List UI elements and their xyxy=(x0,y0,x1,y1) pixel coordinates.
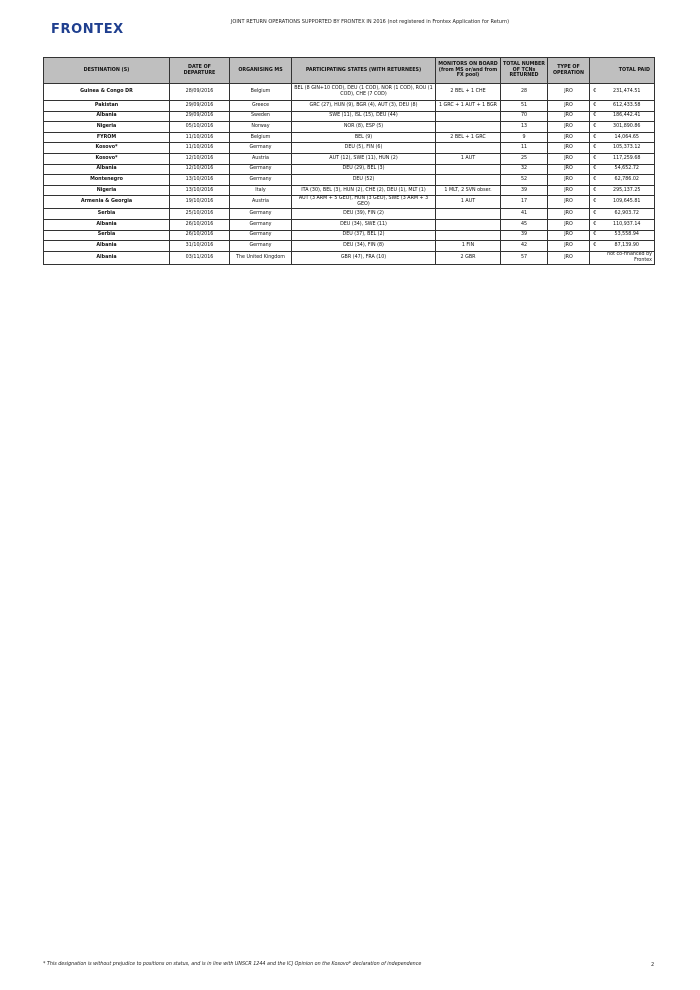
cell-operation-type: JRO xyxy=(548,209,590,220)
cell-participating-states: NOR (8), ESP (5) xyxy=(292,122,436,133)
cell-date: 05/10/2016 xyxy=(170,122,230,133)
cell-date: 28/09/2016 xyxy=(170,84,230,101)
header-date: DATE OF DEPARTURE xyxy=(170,58,230,84)
cell-destination: Albania xyxy=(44,219,170,230)
cell-tcns-returned: 28 xyxy=(501,84,548,101)
cell-destination: FYROM xyxy=(44,132,170,143)
cell-organising-ms: Germany xyxy=(230,219,292,230)
cell-operation-type: JRO xyxy=(548,219,590,230)
cell-participating-states: DEU (34), SWE (11) xyxy=(292,219,436,230)
cell-monitors: 2 GBR xyxy=(436,251,501,264)
cell-monitors: 1 FIN xyxy=(436,241,501,252)
cell-tcns-returned: 11 xyxy=(501,143,548,154)
cell-organising-ms: Norway xyxy=(230,122,292,133)
table-row xyxy=(44,175,655,186)
header-monitors: MONITORS ON BOARD (from MS or/and from FX pool) xyxy=(436,58,501,84)
cell-tcns-returned: 45 xyxy=(501,219,548,230)
cell-date: 13/10/2016 xyxy=(170,185,230,196)
cell-destination: Nigeria xyxy=(44,122,170,133)
cell-tcns-returned: 25 xyxy=(501,153,548,164)
header-organising: ORGANISING MS xyxy=(230,58,292,84)
cell-monitors xyxy=(436,209,501,220)
table-row xyxy=(44,185,655,196)
table-body xyxy=(44,84,655,265)
cell-operation-type: JRO xyxy=(548,153,590,164)
table-row xyxy=(44,251,655,264)
cell-participating-states: DEU (37), BEL (2) xyxy=(292,230,436,241)
cell-tcns-returned: 9 xyxy=(501,132,548,143)
cell-currency: € xyxy=(590,209,600,220)
header-type: TYPE OF OPERATION xyxy=(548,58,590,84)
cell-total-paid: 53,558.94 xyxy=(600,230,655,241)
cell-total-paid: 105,373.12 xyxy=(600,143,655,154)
cell-monitors: 2 BEL + 1 GRC xyxy=(436,132,501,143)
cell-total-paid: 62,903.72 xyxy=(600,209,655,220)
cell-tcns-returned: 41 xyxy=(501,209,548,220)
cell-date: 12/10/2016 xyxy=(170,164,230,175)
cell-currency: € xyxy=(590,196,600,209)
cell-participating-states: GRC (27), HUN (9), BGR (4), AUT (3), DEU (8) xyxy=(292,101,436,112)
cell-currency: € xyxy=(590,185,600,196)
cell-participating-states: DEU (39), FIN (2) xyxy=(292,209,436,220)
footnote: * This designation is without prejudice to positions on status, and is in line with UNSCR 1244 and the ICJ Opinion on the Kosovo* declaration of independence xyxy=(43,962,422,967)
cell-participating-states: BEL (9) xyxy=(292,132,436,143)
header-tcns: TOTAL NUMBER OF TCNs RETURNED xyxy=(501,58,548,84)
table-row xyxy=(44,101,655,112)
cell-date: 25/10/2016 xyxy=(170,209,230,220)
cell-tcns-returned: 52 xyxy=(501,175,548,186)
cell-total-paid: 186,442.41 xyxy=(600,111,655,122)
cell-organising-ms: Sweden xyxy=(230,111,292,122)
cell-monitors xyxy=(436,111,501,122)
cell-date: 29/09/2016 xyxy=(170,101,230,112)
table-row xyxy=(44,84,655,101)
cell-currency: € xyxy=(590,219,600,230)
cell-organising-ms: Italy xyxy=(230,185,292,196)
cell-currency: € xyxy=(590,230,600,241)
cell-organising-ms: Germany xyxy=(230,241,292,252)
cell-participating-states: DEU (34), FIN (8) xyxy=(292,241,436,252)
cell-monitors xyxy=(436,175,501,186)
table-row xyxy=(44,143,655,154)
cell-operation-type: JRO xyxy=(548,101,590,112)
cell-date: 13/10/2016 xyxy=(170,175,230,186)
cell-organising-ms: Germany xyxy=(230,143,292,154)
cell-total-paid: not co-financed by Frontex xyxy=(590,251,655,264)
cell-destination: Kosovo* xyxy=(44,153,170,164)
table-header-row xyxy=(44,58,655,84)
cell-tcns-returned: 42 xyxy=(501,241,548,252)
cell-total-paid: 117,259.68 xyxy=(600,153,655,164)
cell-operation-type: JRO xyxy=(548,185,590,196)
cell-participating-states: ITA (30), BEL (3), HUN (2), CHE (2), DEU (1), MLT (1) xyxy=(292,185,436,196)
cell-tcns-returned: 13 xyxy=(501,122,548,133)
cell-tcns-returned: 32 xyxy=(501,164,548,175)
frontex-logo: FRONTEX xyxy=(51,22,124,37)
cell-tcns-returned: 51 xyxy=(501,101,548,112)
cell-date: 31/10/2016 xyxy=(170,241,230,252)
table-row xyxy=(44,219,655,230)
cell-operation-type: JRO xyxy=(548,230,590,241)
cell-participating-states: AUT (3 ARM + 5 GEO), HUN (3 GEO), SWE (3 ARM + 3 GEO) xyxy=(292,196,436,209)
cell-operation-type: JRO xyxy=(548,196,590,209)
cell-date: 26/10/2016 xyxy=(170,230,230,241)
cell-currency: € xyxy=(590,84,600,101)
cell-monitors xyxy=(436,122,501,133)
cell-date: 11/10/2016 xyxy=(170,132,230,143)
cell-currency: € xyxy=(590,132,600,143)
cell-destination: Albania xyxy=(44,241,170,252)
cell-destination: Guinea & Congo DR xyxy=(44,84,170,101)
cell-destination: Serbia xyxy=(44,230,170,241)
table-row xyxy=(44,132,655,143)
cell-destination: Albania xyxy=(44,251,170,264)
cell-organising-ms: Greece xyxy=(230,101,292,112)
cell-monitors: 1 GRC + 1 AUT + 1 BGR xyxy=(436,101,501,112)
cell-organising-ms: Germany xyxy=(230,230,292,241)
cell-date: 12/10/2016 xyxy=(170,153,230,164)
cell-participating-states: BEL (8 GIN+10 COD), DEU (1 COD), NOR (1 COD), ROU (1 COD), CHE (7 COD) xyxy=(292,84,436,101)
cell-monitors xyxy=(436,143,501,154)
cell-participating-states: AUT (12), SWE (11), HUN (2) xyxy=(292,153,436,164)
cell-organising-ms: Germany xyxy=(230,209,292,220)
cell-operation-type: JRO xyxy=(548,122,590,133)
cell-currency: € xyxy=(590,241,600,252)
cell-destination: Serbia xyxy=(44,209,170,220)
cell-operation-type: JRO xyxy=(548,111,590,122)
cell-monitors xyxy=(436,230,501,241)
page-number: 2 xyxy=(651,962,655,968)
cell-organising-ms: Austria xyxy=(230,153,292,164)
cell-tcns-returned: 57 xyxy=(501,251,548,264)
header-destination: DESTINATION (S) xyxy=(44,58,170,84)
cell-total-paid: 62,786.02 xyxy=(600,175,655,186)
cell-total-paid: 54,652.72 xyxy=(600,164,655,175)
cell-tcns-returned: 39 xyxy=(501,185,548,196)
table-row xyxy=(44,209,655,220)
cell-operation-type: JRO xyxy=(548,251,590,264)
cell-operation-type: JRO xyxy=(548,175,590,186)
table-row xyxy=(44,122,655,133)
cell-organising-ms: Belgium xyxy=(230,132,292,143)
cell-date: 03/11/2016 xyxy=(170,251,230,264)
table-row xyxy=(44,230,655,241)
cell-participating-states: GBR (47), FRA (10) xyxy=(292,251,436,264)
cell-currency: € xyxy=(590,122,600,133)
cell-total-paid: 301,890.86 xyxy=(600,122,655,133)
cell-currency: € xyxy=(590,175,600,186)
cell-participating-states: DEU (29), BEL (3) xyxy=(292,164,436,175)
cell-monitors xyxy=(436,219,501,230)
cell-currency: € xyxy=(590,164,600,175)
table-row xyxy=(44,196,655,209)
cell-currency: € xyxy=(590,101,600,112)
cell-destination: Albania xyxy=(44,111,170,122)
cell-tcns-returned: 39 xyxy=(501,230,548,241)
header-total-paid: TOTAL PAID xyxy=(590,58,655,84)
cell-destination: Armenia & Georgia xyxy=(44,196,170,209)
cell-total-paid: 231,474.51 xyxy=(600,84,655,101)
cell-currency: € xyxy=(590,143,600,154)
return-operations-table xyxy=(43,57,655,265)
cell-organising-ms: The United Kingdom xyxy=(230,251,292,264)
cell-total-paid: 14,064.65 xyxy=(600,132,655,143)
cell-participating-states: DEU (5), FIN (6) xyxy=(292,143,436,154)
cell-destination: Kosovo* xyxy=(44,143,170,154)
cell-total-paid: 612,433.58 xyxy=(600,101,655,112)
cell-organising-ms: Germany xyxy=(230,175,292,186)
cell-destination: Pakistan xyxy=(44,101,170,112)
cell-monitors xyxy=(436,164,501,175)
header-participating: PARTICIPATING STATES (WITH RETURNEES) xyxy=(292,58,436,84)
cell-currency: € xyxy=(590,153,600,164)
cell-destination: Albania xyxy=(44,164,170,175)
cell-date: 11/10/2016 xyxy=(170,143,230,154)
cell-operation-type: JRO xyxy=(548,143,590,154)
cell-organising-ms: Germany xyxy=(230,164,292,175)
cell-currency: € xyxy=(590,111,600,122)
table-row xyxy=(44,241,655,252)
cell-destination: Montenegro xyxy=(44,175,170,186)
cell-date: 26/10/2016 xyxy=(170,219,230,230)
cell-monitors: 1 MLT, 2 SVN obser. xyxy=(436,185,501,196)
cell-participating-states: SWE (11), ISL (15), DEU (44) xyxy=(292,111,436,122)
cell-total-paid: 109,645.81 xyxy=(600,196,655,209)
cell-total-paid: 110,937.14 xyxy=(600,219,655,230)
cell-date: 19/10/2016 xyxy=(170,196,230,209)
cell-tcns-returned: 17 xyxy=(501,196,548,209)
cell-monitors: 2 BEL + 1 CHE xyxy=(436,84,501,101)
cell-organising-ms: Belgium xyxy=(230,84,292,101)
table-row xyxy=(44,153,655,164)
cell-operation-type: JRO xyxy=(548,241,590,252)
cell-operation-type: JRO xyxy=(548,164,590,175)
cell-organising-ms: Austria xyxy=(230,196,292,209)
page-header-title: JOINT RETURN OPERATIONS SUPPORTED BY FRONTEX IN 2016 (not registered in Frontex Application for Return) xyxy=(230,19,510,25)
cell-participating-states: DEU (52) xyxy=(292,175,436,186)
cell-destination: Nigeria xyxy=(44,185,170,196)
table-row xyxy=(44,111,655,122)
cell-operation-type: JRO xyxy=(548,84,590,101)
cell-date: 29/09/2016 xyxy=(170,111,230,122)
cell-total-paid: 87,139.90 xyxy=(600,241,655,252)
cell-total-paid: 295,137.25 xyxy=(600,185,655,196)
cell-monitors: 1 AUT xyxy=(436,196,501,209)
cell-tcns-returned: 70 xyxy=(501,111,548,122)
table-row xyxy=(44,164,655,175)
cell-monitors: 1 AUT xyxy=(436,153,501,164)
cell-operation-type: JRO xyxy=(548,132,590,143)
